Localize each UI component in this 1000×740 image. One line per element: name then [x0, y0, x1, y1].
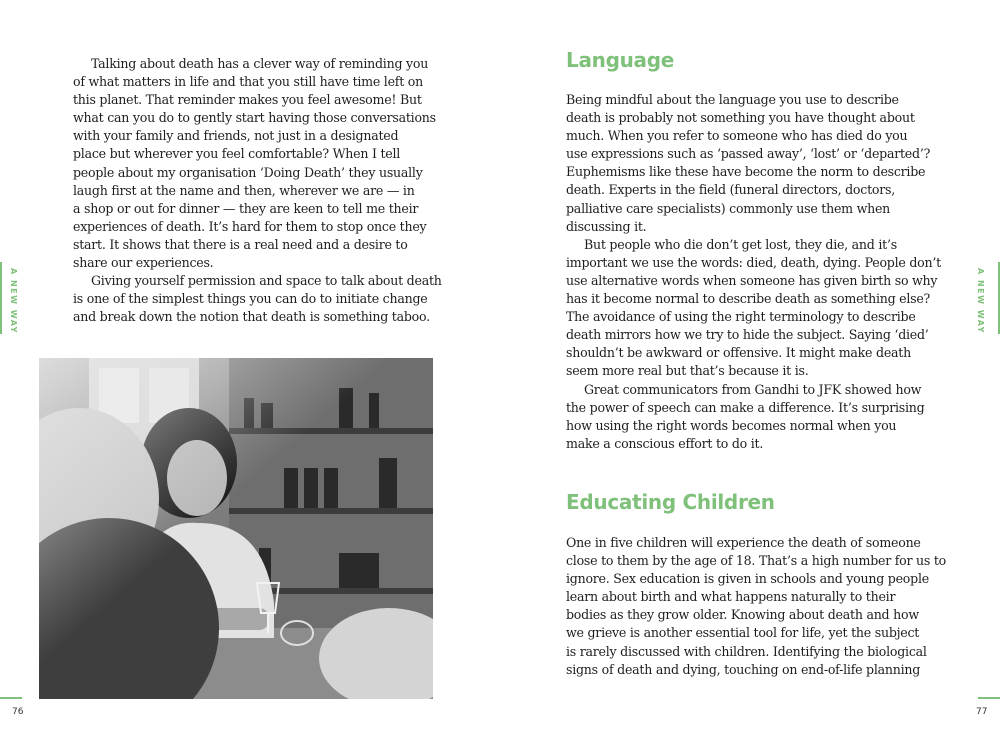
text-line: we grieve is another essential tool for life, yet the subject [566, 625, 920, 641]
text-line: One in five children will experience the death of someone [566, 535, 921, 550]
text-line: Being mindful about the language you use to describe [566, 92, 899, 107]
text-line: laugh first at the name and then, wherever we are — in [73, 182, 415, 198]
text-line: But people who die don’t get lost, they die, and it’s [584, 236, 897, 252]
text-line: Giving yourself permission and space to talk about death [91, 273, 442, 289]
folio-bar [0, 697, 22, 699]
text-line: death mirrors how we try to hide the subject. Saying ‘died’ [566, 327, 929, 343]
section-heading-language: Language [566, 48, 675, 72]
text-line: signs of death and dying, touching on end-of-life planning [566, 661, 921, 677]
text-line: experiences of death. It’s hard for them to stop once they [73, 218, 427, 234]
text-line: Great communicators from Gandhi to JFK showed how [584, 381, 922, 397]
text-line: The avoidance of using the right terminology to describe [566, 309, 916, 325]
text-line: a shop or out for dinner — they are keen to tell me their [73, 200, 419, 216]
text-line: is one of the simplest things you can do to initiate change [73, 291, 428, 307]
section-heading-educating-children: Educating Children [566, 490, 775, 514]
text-line: important we use the words: died, death, dying. People don’t [566, 254, 941, 270]
text-line: the power of speech can make a difference. It’s surprising [566, 399, 925, 415]
text-line: close to them by the age of 18. That’s a high number for us to [566, 553, 946, 569]
text-line: bodies as they grow older. Knowing about death and how [566, 607, 919, 623]
text-line: share our experiences. [73, 255, 214, 271]
side-label: A NEW WAY [976, 268, 985, 334]
text-line: and break down the notion that death is something taboo. [73, 309, 430, 325]
text-line: place but wherever you feel comfortable? When I tell [73, 146, 401, 162]
text-line: Talking about death has a clever way of reminding you [91, 56, 429, 71]
text-line: how using the right words becomes normal when you [566, 417, 897, 433]
text-line: this planet. That reminder makes you feel awesome! But [73, 92, 422, 108]
text-line: shouldn’t be awkward or offensive. It might make death [566, 345, 911, 361]
cafe-photo [39, 358, 433, 699]
folio-bar [978, 697, 1000, 699]
text-line: Euphemisms like these have become the norm to describe [566, 164, 926, 180]
page-number: 77 [976, 707, 988, 717]
text-line: make a conscious effort to do it. [566, 435, 764, 451]
side-label: A NEW WAY [9, 268, 18, 334]
right-page [500, 0, 1000, 740]
text-line: of what matters in life and that you still have time left on [73, 74, 423, 90]
text-line: use expressions such as ‘passed away’, ‘lost’ or ‘departed’? [566, 146, 931, 162]
side-tab-marker [0, 262, 2, 334]
text-line: learn about birth and what happens naturally to their [566, 589, 896, 605]
text-line: is rarely discussed with children. Identifying the biological [566, 643, 927, 659]
page-number: 76 [12, 707, 24, 717]
text-line: use alternative words when someone has given birth so why [566, 272, 938, 288]
text-line: ignore. Sex education is given in schools and young people [566, 571, 929, 587]
text-line: start. It shows that there is a real need and a desire to [73, 236, 408, 252]
text-line: people about my organisation ‘Doing Death’ they usually [73, 164, 423, 180]
text-line: with your family and friends, not just in a designated [73, 128, 399, 144]
text-line: has it become normal to describe death as something else? [566, 291, 931, 307]
body-paragraph [566, 91, 941, 453]
text-line: discussing it. [566, 218, 647, 234]
text-line: what can you do to gently start having those conversations [73, 110, 436, 126]
body-paragraph [73, 55, 442, 326]
text-line: seem more real but that’s because it is. [566, 363, 809, 379]
text-line: palliative care specialists) commonly use them when [566, 200, 891, 216]
body-paragraph [566, 534, 946, 679]
text-line: much. When you refer to someone who has died do you [566, 128, 908, 144]
text-line: death. Experts in the field (funeral directors, doctors, [566, 182, 895, 198]
text-line: death is probably not something you have thought about [566, 110, 915, 126]
